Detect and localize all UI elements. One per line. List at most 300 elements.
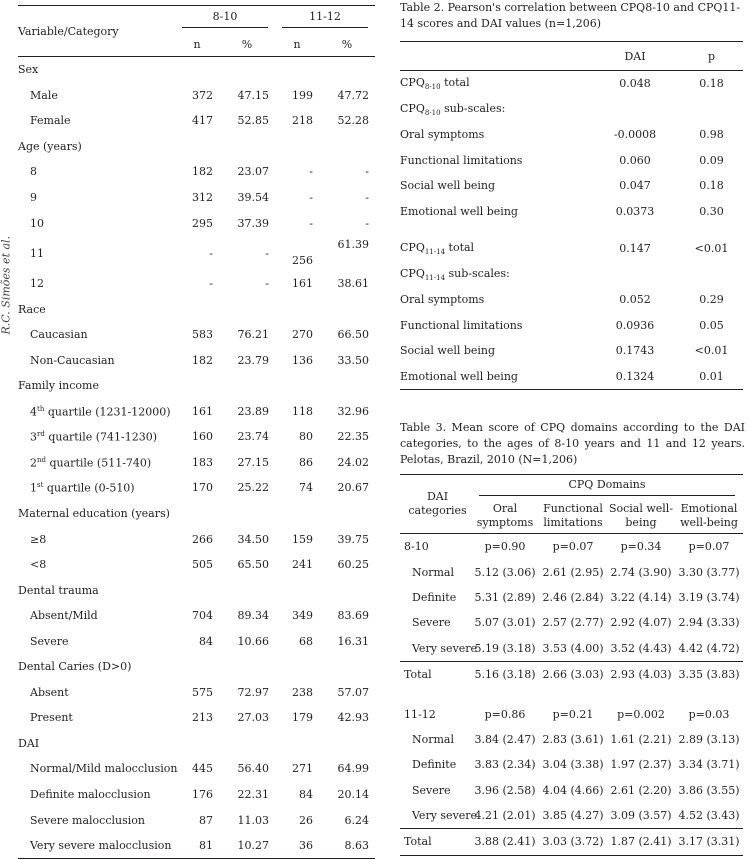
count-cell: 182 [192, 165, 213, 179]
domain-score: 3.09 (3.57) [610, 809, 672, 823]
table-row [18, 399, 375, 425]
table-section-row [18, 134, 375, 160]
percent-cell: 76.21 [237, 328, 269, 342]
count-cell: 84 [199, 634, 213, 648]
category-label [18, 424, 175, 450]
table-section-row [18, 501, 375, 527]
count-cell: 238 [292, 685, 313, 699]
domain-score: 3.22 (4.14) [610, 590, 672, 604]
count-cell: 199 [292, 88, 313, 102]
percent-cell: 33.50 [337, 353, 369, 367]
variable-label [400, 262, 590, 288]
dai-category-label: 8-10 [404, 540, 429, 554]
percent-cell: 25.22 [237, 481, 269, 495]
cpq-label: CPQ [400, 101, 425, 115]
count-cell: 87 [199, 813, 213, 827]
percent-cell: - [365, 165, 369, 179]
dai-value: -0.0008 [613, 128, 657, 142]
table-section-row [18, 296, 375, 322]
table-1 [18, 5, 375, 859]
dai-value [590, 262, 680, 288]
percent-cell: 23.07 [237, 165, 269, 179]
count-cell: 183 [192, 455, 213, 469]
cpq-suffix: total [445, 241, 475, 255]
table-2-caption [400, 0, 745, 32]
domain-score: 4.42 (4.72) [678, 641, 740, 655]
domain-score: 5.31 (2.89) [474, 590, 536, 604]
category-label: ≥8 [30, 532, 47, 546]
cpq-age-subscript: 11-14 [424, 273, 446, 282]
functional-limitations-header: Functional limitations [539, 499, 607, 534]
table-row [18, 322, 375, 348]
dai-category-label: Normal [412, 732, 455, 746]
domain-score: p=0.86 [484, 707, 526, 721]
p-header: p [680, 42, 743, 71]
domain-score: 5.07 (3.01) [474, 616, 536, 630]
section-label: Race [18, 302, 46, 316]
table-row [18, 475, 375, 501]
category-label [18, 450, 175, 476]
percent-cell: 60.25 [337, 558, 369, 572]
table-row [18, 705, 375, 731]
percent-cell: 52.28 [337, 114, 369, 128]
dai-value: 0.052 [619, 293, 651, 307]
category-label [18, 475, 175, 501]
count-cell: 575 [192, 685, 213, 699]
count-cell: 505 [192, 558, 213, 572]
table-row [18, 347, 375, 373]
variable-label: Functional limitations [400, 318, 523, 332]
count-cell: 80 [299, 430, 313, 444]
table-row [18, 603, 375, 629]
variable-header: Variable/Category [18, 6, 175, 57]
table-row [400, 727, 743, 752]
domain-score: 3.19 (3.74) [678, 590, 740, 604]
domain-score: 2.94 (3.33) [678, 616, 740, 630]
quartile-number: 1 [30, 481, 37, 495]
domain-score: 1.97 (2.37) [610, 758, 672, 772]
category-label: 10 [30, 216, 44, 230]
table-2-caption-text: Table 2. Pearson's correlation between CPQ8-10 and CPQ11-14 scores and DAI values (n=1,206) [400, 1, 741, 30]
social-well-being-header: Social well-being [607, 499, 675, 534]
dai-category-label: Total [400, 829, 471, 855]
dai-value: 0.0936 [615, 318, 655, 332]
count-cell: 136 [292, 353, 313, 367]
count-cell: 36 [275, 833, 319, 859]
percent-cell: 57.07 [337, 685, 369, 699]
domain-score: 2.57 (2.77) [542, 616, 604, 630]
domain-score: 2.61 (2.20) [610, 783, 672, 797]
percent-cell: 32.96 [337, 404, 369, 418]
table-row [400, 585, 743, 610]
table-row [400, 199, 743, 225]
count-cell: 159 [292, 532, 313, 546]
p-value: 0.01 [680, 364, 743, 390]
count-cell: 170 [192, 481, 213, 495]
dai-value: 0.147 [619, 242, 651, 256]
table-2-blank-header [400, 42, 590, 71]
count-cell: 417 [192, 114, 213, 128]
table-section-row [18, 373, 375, 399]
percent-cell: 66.50 [337, 328, 369, 342]
table-row [18, 424, 375, 450]
dai-category-label: 11-12 [404, 707, 436, 721]
domain-score: p=0.002 [617, 707, 665, 721]
variable-label: Oral symptoms [400, 128, 485, 142]
domain-score: p=0.34 [620, 540, 662, 554]
p-value: 0.05 [699, 318, 724, 332]
p-value: 0.29 [699, 293, 724, 307]
table-row [400, 778, 743, 803]
dai-value: 0.060 [619, 153, 651, 167]
domain-score: 3.52 (4.43) [610, 641, 672, 655]
table-3-caption [400, 420, 745, 468]
percent-cell: 65.50 [237, 558, 269, 572]
percent-cell: 23.89 [237, 404, 269, 418]
category-label: Present [30, 711, 73, 725]
age-group-row [400, 534, 743, 560]
count-cell: 118 [292, 404, 313, 418]
category-label: <8 [30, 558, 47, 572]
quartile-ordinal: th [37, 404, 45, 413]
percent-cell: 24.02 [337, 455, 369, 469]
count-cell: 81 [175, 833, 219, 859]
spacer-cell [400, 224, 743, 236]
domain-score: 3.30 (3.77) [678, 565, 740, 579]
table-section-row [18, 654, 375, 680]
table-row [400, 71, 743, 97]
category-label: Caucasian [30, 328, 88, 342]
dai-value: 0.048 [619, 77, 651, 91]
variable-label: Emotional well being [400, 364, 590, 390]
domain-score: 1.87 (2.41) [607, 829, 675, 855]
count-cell: 74 [299, 481, 313, 495]
count-cell: 161 [192, 404, 213, 418]
percent-cell: 6.24 [344, 813, 369, 827]
percent-cell: - [365, 216, 369, 230]
percent-cell: 23.74 [237, 430, 269, 444]
table-section-row [18, 731, 375, 757]
domain-score: 4.21 (2.01) [474, 809, 536, 823]
percent-cell: 22.35 [337, 430, 369, 444]
table-row [400, 338, 743, 364]
table-row [18, 83, 375, 109]
count-cell: 266 [192, 532, 213, 546]
table-row [18, 159, 375, 185]
dai-category-label: Total [400, 661, 471, 687]
percent-cell: 47.15 [237, 88, 269, 102]
table-row [18, 210, 375, 236]
table-row [400, 364, 743, 390]
p-value: 0.30 [699, 204, 724, 218]
percent-cell: 8.63 [319, 833, 375, 859]
table-row [400, 803, 743, 829]
domain-score: 3.53 (4.00) [542, 641, 604, 655]
count-cell: 372 [192, 88, 213, 102]
count-cell: 213 [192, 711, 213, 725]
quartile-number: 2 [30, 456, 37, 470]
domain-score: 1.61 (2.21) [610, 732, 672, 746]
quartile-range: quartile (741-1230) [44, 430, 158, 444]
count-cell: 161 [292, 277, 313, 291]
cpq-domains-header: CPQ Domains [471, 475, 743, 500]
p-value: 0.98 [699, 128, 724, 142]
percent-cell: 20.14 [337, 788, 369, 802]
domain-score: p=0.07 [552, 540, 594, 554]
quartile-range: quartile (0-510) [43, 481, 135, 495]
table-row [18, 450, 375, 476]
section-label: Sex [18, 63, 39, 77]
age-group-11-12-header: 11-12 [275, 6, 375, 33]
n-header: n [175, 32, 219, 57]
domain-score: 3.84 (2.47) [474, 732, 536, 746]
percent-cell: 22.31 [237, 788, 269, 802]
variable-label: Functional limitations [400, 153, 523, 167]
category-label: Normal/Mild malocclusion [30, 762, 178, 776]
p-value: <0.01 [694, 242, 729, 256]
count-cell: 241 [292, 558, 313, 572]
count-cell: - [209, 246, 213, 260]
p-value: 0.18 [699, 77, 724, 91]
table-row [400, 122, 743, 148]
n-header: n [275, 32, 319, 57]
spacer-cell [400, 687, 743, 701]
percent-cell: 38.61 [337, 277, 369, 291]
domain-score: p=0.07 [688, 540, 730, 554]
section-label: Dental Caries (D>0) [18, 660, 132, 674]
percent-cell: 16.31 [337, 634, 369, 648]
p-value [680, 262, 743, 288]
table-row [18, 108, 375, 134]
table-row [400, 636, 743, 662]
quartile-ordinal: rd [37, 430, 45, 439]
count-cell: 256 [292, 253, 313, 267]
percent-cell: 83.69 [337, 609, 369, 623]
spacer-row [400, 687, 743, 701]
cpq-label: CPQ [400, 76, 425, 90]
emotional-well-being-header: Emotional well-being [675, 499, 743, 534]
quartile-range: quartile (511-740) [46, 456, 152, 470]
percent-cell: 39.54 [237, 191, 269, 204]
count-cell: 176 [192, 788, 213, 802]
count-cell: - [309, 191, 313, 204]
section-label: Maternal education (years) [18, 507, 170, 521]
count-cell: 68 [299, 634, 313, 648]
cpq-suffix: sub-scales: [440, 101, 506, 115]
section-label: Dental trauma [18, 583, 99, 597]
category-label: Male [30, 88, 58, 102]
count-cell: 160 [192, 430, 213, 444]
cpq-suffix: sub-scales: [445, 266, 510, 280]
variable-label: Emotional well being [400, 204, 518, 218]
table-row [18, 833, 375, 859]
domain-score: 3.34 (3.71) [678, 758, 740, 772]
pct-header: % [219, 32, 275, 57]
domain-score: 2.74 (3.90) [610, 565, 672, 579]
section-label: Family income [18, 379, 99, 393]
quartile-number: 4 [30, 405, 37, 419]
table-2 [400, 41, 743, 390]
table-row [18, 807, 375, 833]
category-label: Very severe malocclusion [18, 833, 175, 859]
dai-category-label: Very severe [412, 809, 478, 823]
category-label: Absent/Mild [30, 609, 98, 623]
percent-cell: 23.79 [237, 353, 269, 367]
table-row [400, 148, 743, 174]
domain-score: 3.17 (3.31) [675, 829, 743, 855]
cpq-age-subscript: 11-14 [424, 248, 446, 257]
dai-category-label: Definite [412, 590, 457, 604]
table-row [18, 680, 375, 706]
category-label: Definite malocclusion [30, 788, 151, 802]
table-section-row [18, 57, 375, 83]
category-label: Severe malocclusion [30, 813, 145, 827]
table-row [400, 559, 743, 584]
table-row [18, 271, 375, 297]
percent-cell: 20.67 [337, 481, 369, 495]
dai-value: 0.1324 [590, 364, 680, 390]
table-row [18, 756, 375, 782]
domain-score: 2.61 (2.95) [542, 565, 604, 579]
count-cell: 704 [192, 609, 213, 623]
domain-score: 2.89 (3.13) [678, 732, 740, 746]
quartile-ordinal: st [37, 481, 44, 490]
percent-cell: 34.50 [237, 532, 269, 546]
p-value [680, 97, 743, 123]
dai-header: DAI [590, 42, 680, 71]
cpq-suffix: total [440, 76, 470, 90]
percent-cell: 56.40 [237, 762, 269, 776]
cpq-label: CPQ [400, 241, 425, 255]
section-label: DAI [18, 736, 40, 750]
domain-score: 3.88 (2.41) [471, 829, 539, 855]
variable-label: Social well being [400, 179, 496, 193]
table-row [400, 287, 743, 313]
p-value: 0.18 [699, 179, 724, 193]
percent-cell: 39.75 [337, 532, 369, 546]
percent-cell: 64.99 [337, 762, 369, 776]
total-row [400, 829, 743, 855]
category-label: 8 [30, 165, 37, 179]
percent-cell: 42.93 [337, 711, 369, 725]
count-cell: 26 [299, 813, 313, 827]
domain-score: 3.96 (2.58) [474, 783, 536, 797]
quartile-range: quartile (1231-12000) [44, 405, 171, 419]
count-cell: 86 [299, 455, 313, 469]
table-row [400, 313, 743, 339]
table-section-row [18, 577, 375, 603]
quartile-ordinal: nd [37, 455, 46, 464]
percent-cell: 89.34 [237, 609, 269, 623]
percent-cell: - [365, 191, 369, 204]
table-row [400, 752, 743, 777]
age-group-8-10-header: 8-10 [175, 6, 275, 33]
count-cell: 179 [292, 711, 313, 725]
dai-category-label: Normal [412, 565, 455, 579]
domain-score: 2.46 (2.84) [542, 590, 604, 604]
table-row [18, 236, 375, 271]
pct-header: % [319, 32, 375, 57]
percent-cell: 10.66 [237, 634, 269, 648]
age-group-row [400, 701, 743, 726]
category-label: 9 [30, 191, 37, 204]
domain-score: 5.19 (3.18) [474, 641, 536, 655]
percent-cell: 10.27 [219, 833, 275, 859]
percent-cell: 37.39 [237, 216, 269, 230]
dai-value: 0.0373 [615, 204, 655, 218]
domain-score: 3.35 (3.83) [675, 661, 743, 687]
dai-category-label: Severe [412, 616, 451, 630]
table-row [18, 526, 375, 552]
domain-score: 4.04 (4.66) [542, 783, 604, 797]
category-label: 12 [30, 277, 44, 291]
category-label: Severe [30, 634, 69, 648]
domain-score: p=0.90 [484, 540, 526, 554]
percent-cell: 27.03 [237, 711, 269, 725]
count-cell: - [309, 165, 313, 179]
dai-value: 0.1743 [615, 344, 655, 358]
domain-score: 2.83 (3.61) [542, 732, 604, 746]
domain-score: 5.16 (3.18) [471, 661, 539, 687]
percent-cell: - [265, 277, 269, 291]
count-cell: 583 [192, 328, 213, 342]
dai-value: 0.047 [619, 179, 651, 193]
domain-score: 3.86 (3.55) [678, 783, 740, 797]
category-label [18, 399, 175, 425]
category-label: Non-Caucasian [30, 353, 115, 367]
domain-score: 2.66 (3.03) [539, 661, 607, 687]
variable-label [400, 97, 590, 123]
cpq-label: CPQ [400, 266, 425, 280]
percent-cell: 72.97 [237, 685, 269, 699]
cpq-age-subscript: 8-10 [424, 108, 441, 117]
domain-score: 3.85 (4.27) [542, 809, 604, 823]
cpq-age-subscript: 8-10 [424, 83, 441, 92]
table-row [400, 173, 743, 199]
dai-categories-header: DAI categories [400, 475, 471, 534]
table-row [400, 610, 743, 635]
table-3-caption-text: Table 3. Mean score of CPQ domains according to the DAI categories, to the ages of 8-10 years and 11 and 12 years. Pelotas, Brazil, 2010 (N=1,206) [400, 421, 745, 466]
domain-score: 3.83 (2.34) [474, 758, 536, 772]
variable-label: Social well being [400, 344, 496, 358]
dai-value [590, 97, 680, 123]
domain-score: 2.93 (4.03) [607, 661, 675, 687]
count-cell: 182 [192, 353, 213, 367]
percent-cell: - [265, 246, 269, 260]
table-row [18, 552, 375, 578]
count-cell: 312 [192, 191, 213, 204]
table-3 [400, 474, 743, 856]
domain-score: 5.12 (3.06) [474, 565, 536, 579]
count-cell: 218 [292, 114, 313, 128]
quartile-number: 3 [30, 430, 37, 444]
p-value: 0.09 [699, 153, 724, 167]
count-cell: 84 [299, 788, 313, 802]
percent-cell: 11.03 [237, 813, 269, 827]
domain-score: 3.03 (3.72) [539, 829, 607, 855]
oral-symptoms-header: Oral symptoms [471, 499, 539, 534]
table-row [18, 782, 375, 808]
variable-label [400, 71, 590, 97]
percent-cell: 52.85 [237, 114, 269, 128]
table-row [400, 262, 743, 288]
total-row [400, 661, 743, 687]
category-label: Absent [30, 685, 69, 699]
running-head: R.C. Simões et al. [0, 235, 13, 335]
variable-label: Oral symptoms [400, 293, 485, 307]
count-cell: - [309, 216, 313, 230]
percent-cell: 27.15 [237, 455, 269, 469]
